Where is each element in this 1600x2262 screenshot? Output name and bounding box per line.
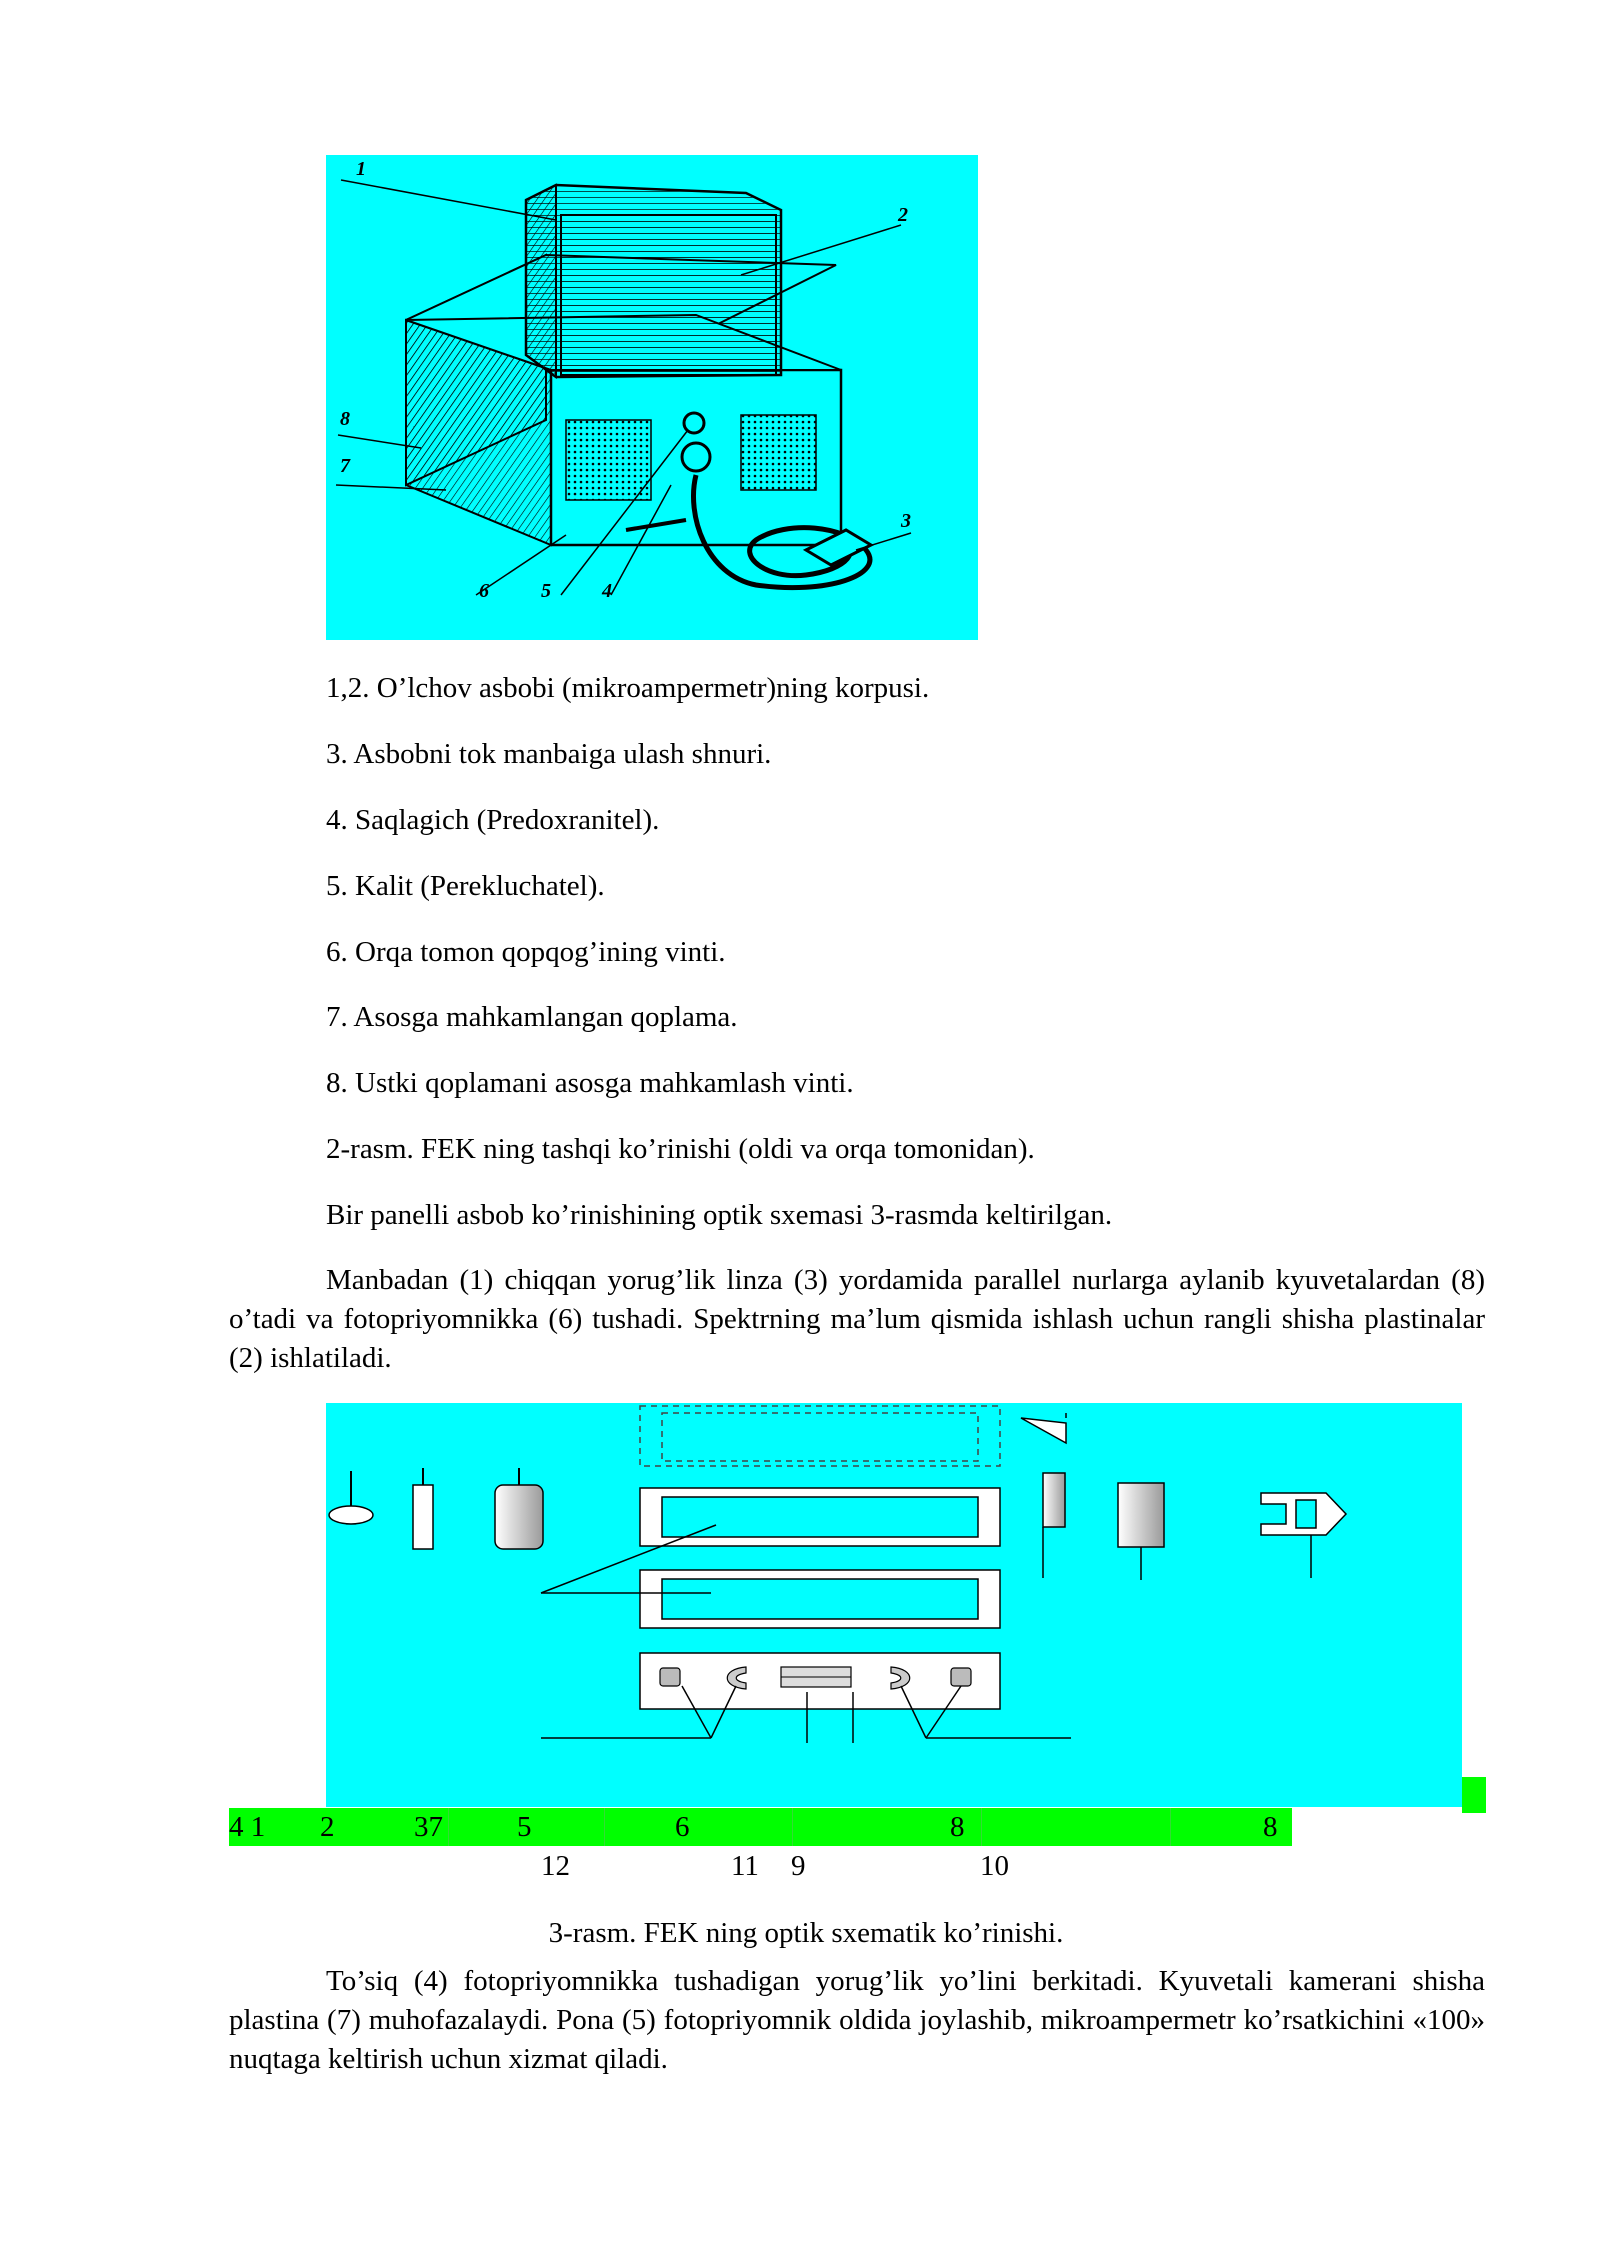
callout-1: 1 <box>356 158 366 180</box>
legend-item-2: 3. Asbobni tok manbaiga ulash shnuri. <box>326 738 772 770</box>
legend-item-4: 5. Kalit (Perekluchatel). <box>326 870 605 902</box>
scheme-label: 8 <box>1263 1811 1278 1843</box>
strip-divider <box>604 1808 605 1846</box>
figure-edge-marker <box>1462 1777 1486 1813</box>
callout-6: 6 <box>479 580 489 602</box>
scheme-label: 8 <box>950 1811 965 1843</box>
legend-item-5: 6. Orqa tomon qopqog’ining vinti. <box>326 936 726 968</box>
label-strip <box>229 1808 1292 1846</box>
callout-4: 4 <box>602 580 612 602</box>
scheme-label: 5 <box>517 1811 532 1843</box>
paragraph-1: Manbadan (1) chiqqan yorug’lik linza (3) yordamida parallel nurlarga aylanib kyuvetalardan (8) o’tadi va fotopriyomnikka (6) tushadi. Spektrning ma’lum qismida ishlash uchun rangli shisha plastinalar (2) ishlatiladi. <box>229 1264 1485 1374</box>
legend-item-1: 1,2. O’lchov asbobi (mikroampermetr)ning korpusi. <box>326 672 930 704</box>
optical-scheme-drawing <box>326 1403 1462 1807</box>
legend-item-6: 7. Asosga mahkamlangan qoplama. <box>326 1001 738 1033</box>
strip-divider <box>981 1808 982 1846</box>
strip-divider <box>792 1808 793 1846</box>
device-figure <box>326 155 978 640</box>
figure-2-caption: 2-rasm. FEK ning tashqi ko’rinishi (oldi va orqa tomonidan). <box>326 1133 1035 1165</box>
figure-3-caption: 3-rasm. FEK ning optik sxematik ko’rinishi. <box>548 1917 1064 1949</box>
paragraph-2: To’siq (4) fotopriyomnikka tushadigan yorug’lik yo’lini berkitadi. Kyuvetali kamerani shisha plastina (7) muhofazalaydi. Pona (5) fotopriyomnik oldida joylashib, mikroampermetr ko’rsatkichini «100» nuqtaga keltirish uchun xizmat qiladi. <box>229 1965 1485 2075</box>
scheme-label: 10 <box>980 1850 1009 1882</box>
optical-scheme-figure <box>326 1403 1462 1807</box>
intro-line: Bir panelli asbob ko’rinishining optik sxemasi 3-rasmda keltirilgan. <box>326 1199 1113 1231</box>
strip-divider <box>448 1808 449 1846</box>
scheme-label: 11 <box>731 1850 759 1882</box>
callout-8: 8 <box>340 408 350 430</box>
callout-3: 3 <box>901 510 911 532</box>
scheme-label: 9 <box>791 1850 806 1882</box>
scheme-label: 4 1 <box>229 1811 266 1843</box>
legend-item-7: 8. Ustki qoplamani asosga mahkamlash vinti. <box>326 1067 854 1099</box>
callout-7: 7 <box>340 455 350 477</box>
device-drawing <box>326 155 978 640</box>
scheme-label: 37 <box>414 1811 443 1843</box>
callout-2: 2 <box>898 204 908 226</box>
scheme-label: 6 <box>675 1811 690 1843</box>
legend-item-3: 4. Saqlagich (Predoxranitel). <box>326 804 660 836</box>
callout-5: 5 <box>541 580 551 602</box>
scheme-label: 12 <box>541 1850 570 1882</box>
strip-divider <box>1170 1808 1171 1846</box>
scheme-label: 2 <box>320 1811 335 1843</box>
